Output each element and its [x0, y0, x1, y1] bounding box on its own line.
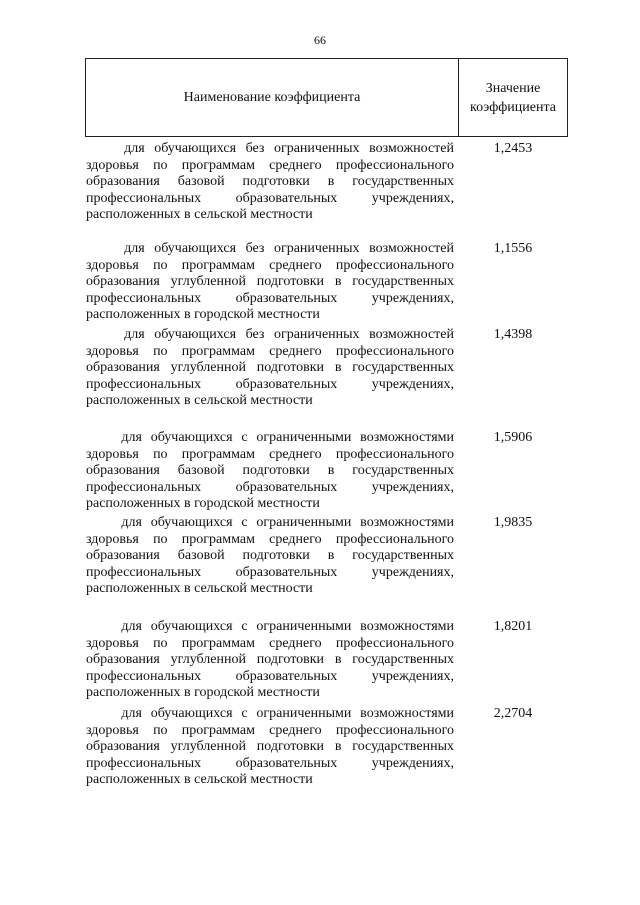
table-row [86, 327, 566, 410]
coefficient-value: 1,2453 [493, 141, 533, 156]
table-row [86, 706, 566, 789]
table-row [86, 241, 566, 324]
table-row [86, 619, 566, 702]
coefficient-name: для обучающихся без ограниченных возможностей здоровья по программам среднего профессионального образования базовой подготовки в государственных профессиональных образовательных учреждениях, расположенных в сельской местности [86, 141, 454, 223]
coefficient-name: для обучающихся без ограниченных возможностей здоровья по программам среднего профессионального образования углубленной подготовки в государственных профессиональных образовательных учреждениях, расположенных в сельской местности [86, 327, 454, 409]
coefficient-value: 1,8201 [493, 619, 533, 634]
column-header-name: Наименование коэффициента [183, 89, 361, 105]
column-header-value [459, 59, 567, 136]
page-number: 66 [314, 33, 326, 47]
table-row [86, 515, 566, 598]
coefficient-name: для обучающихся с ограниченными возможностями здоровья по программам среднего профессионального образования базовой подготовки в государственных профессиональных образовательных учреждениях, расположенных в сельской местности [86, 515, 454, 597]
coefficient-name: для обучающихся с ограниченными возможностями здоровья по программам среднего профессионального образования углубленной подготовки в государственных профессиональных образовательных учреждениях, расположенных в городской местности [86, 619, 454, 701]
table-row [86, 430, 566, 513]
table-row [86, 141, 566, 224]
coefficient-name: для обучающихся с ограниченными возможностями здоровья по программам среднего профессионального образования базовой подготовки в государственных профессиональных образовательных учреждениях, расположенных в городской местности [86, 430, 454, 512]
coefficient-value: 1,1556 [493, 241, 533, 256]
coefficient-value: 1,4398 [493, 327, 533, 342]
coefficient-name: для обучающихся с ограниченными возможностями здоровья по программам среднего профессионального образования углубленной подготовки в государственных профессиональных образовательных учреждениях, расположенных в сельской местности [86, 706, 454, 788]
coefficient-value: 1,9835 [493, 515, 533, 530]
coefficient-name: для обучающихся без ограниченных возможностей здоровья по программам среднего профессионального образования углубленной подготовки в государственных профессиональных образовательных учреждениях, расположенных в городской местности [86, 241, 454, 323]
column-header-value-line2: коэффициента [470, 99, 556, 115]
coefficient-value: 2,2704 [493, 706, 533, 721]
coefficient-value: 1,5906 [493, 430, 533, 445]
table-header [85, 58, 568, 137]
column-header-value-line1: Значение [485, 80, 541, 96]
